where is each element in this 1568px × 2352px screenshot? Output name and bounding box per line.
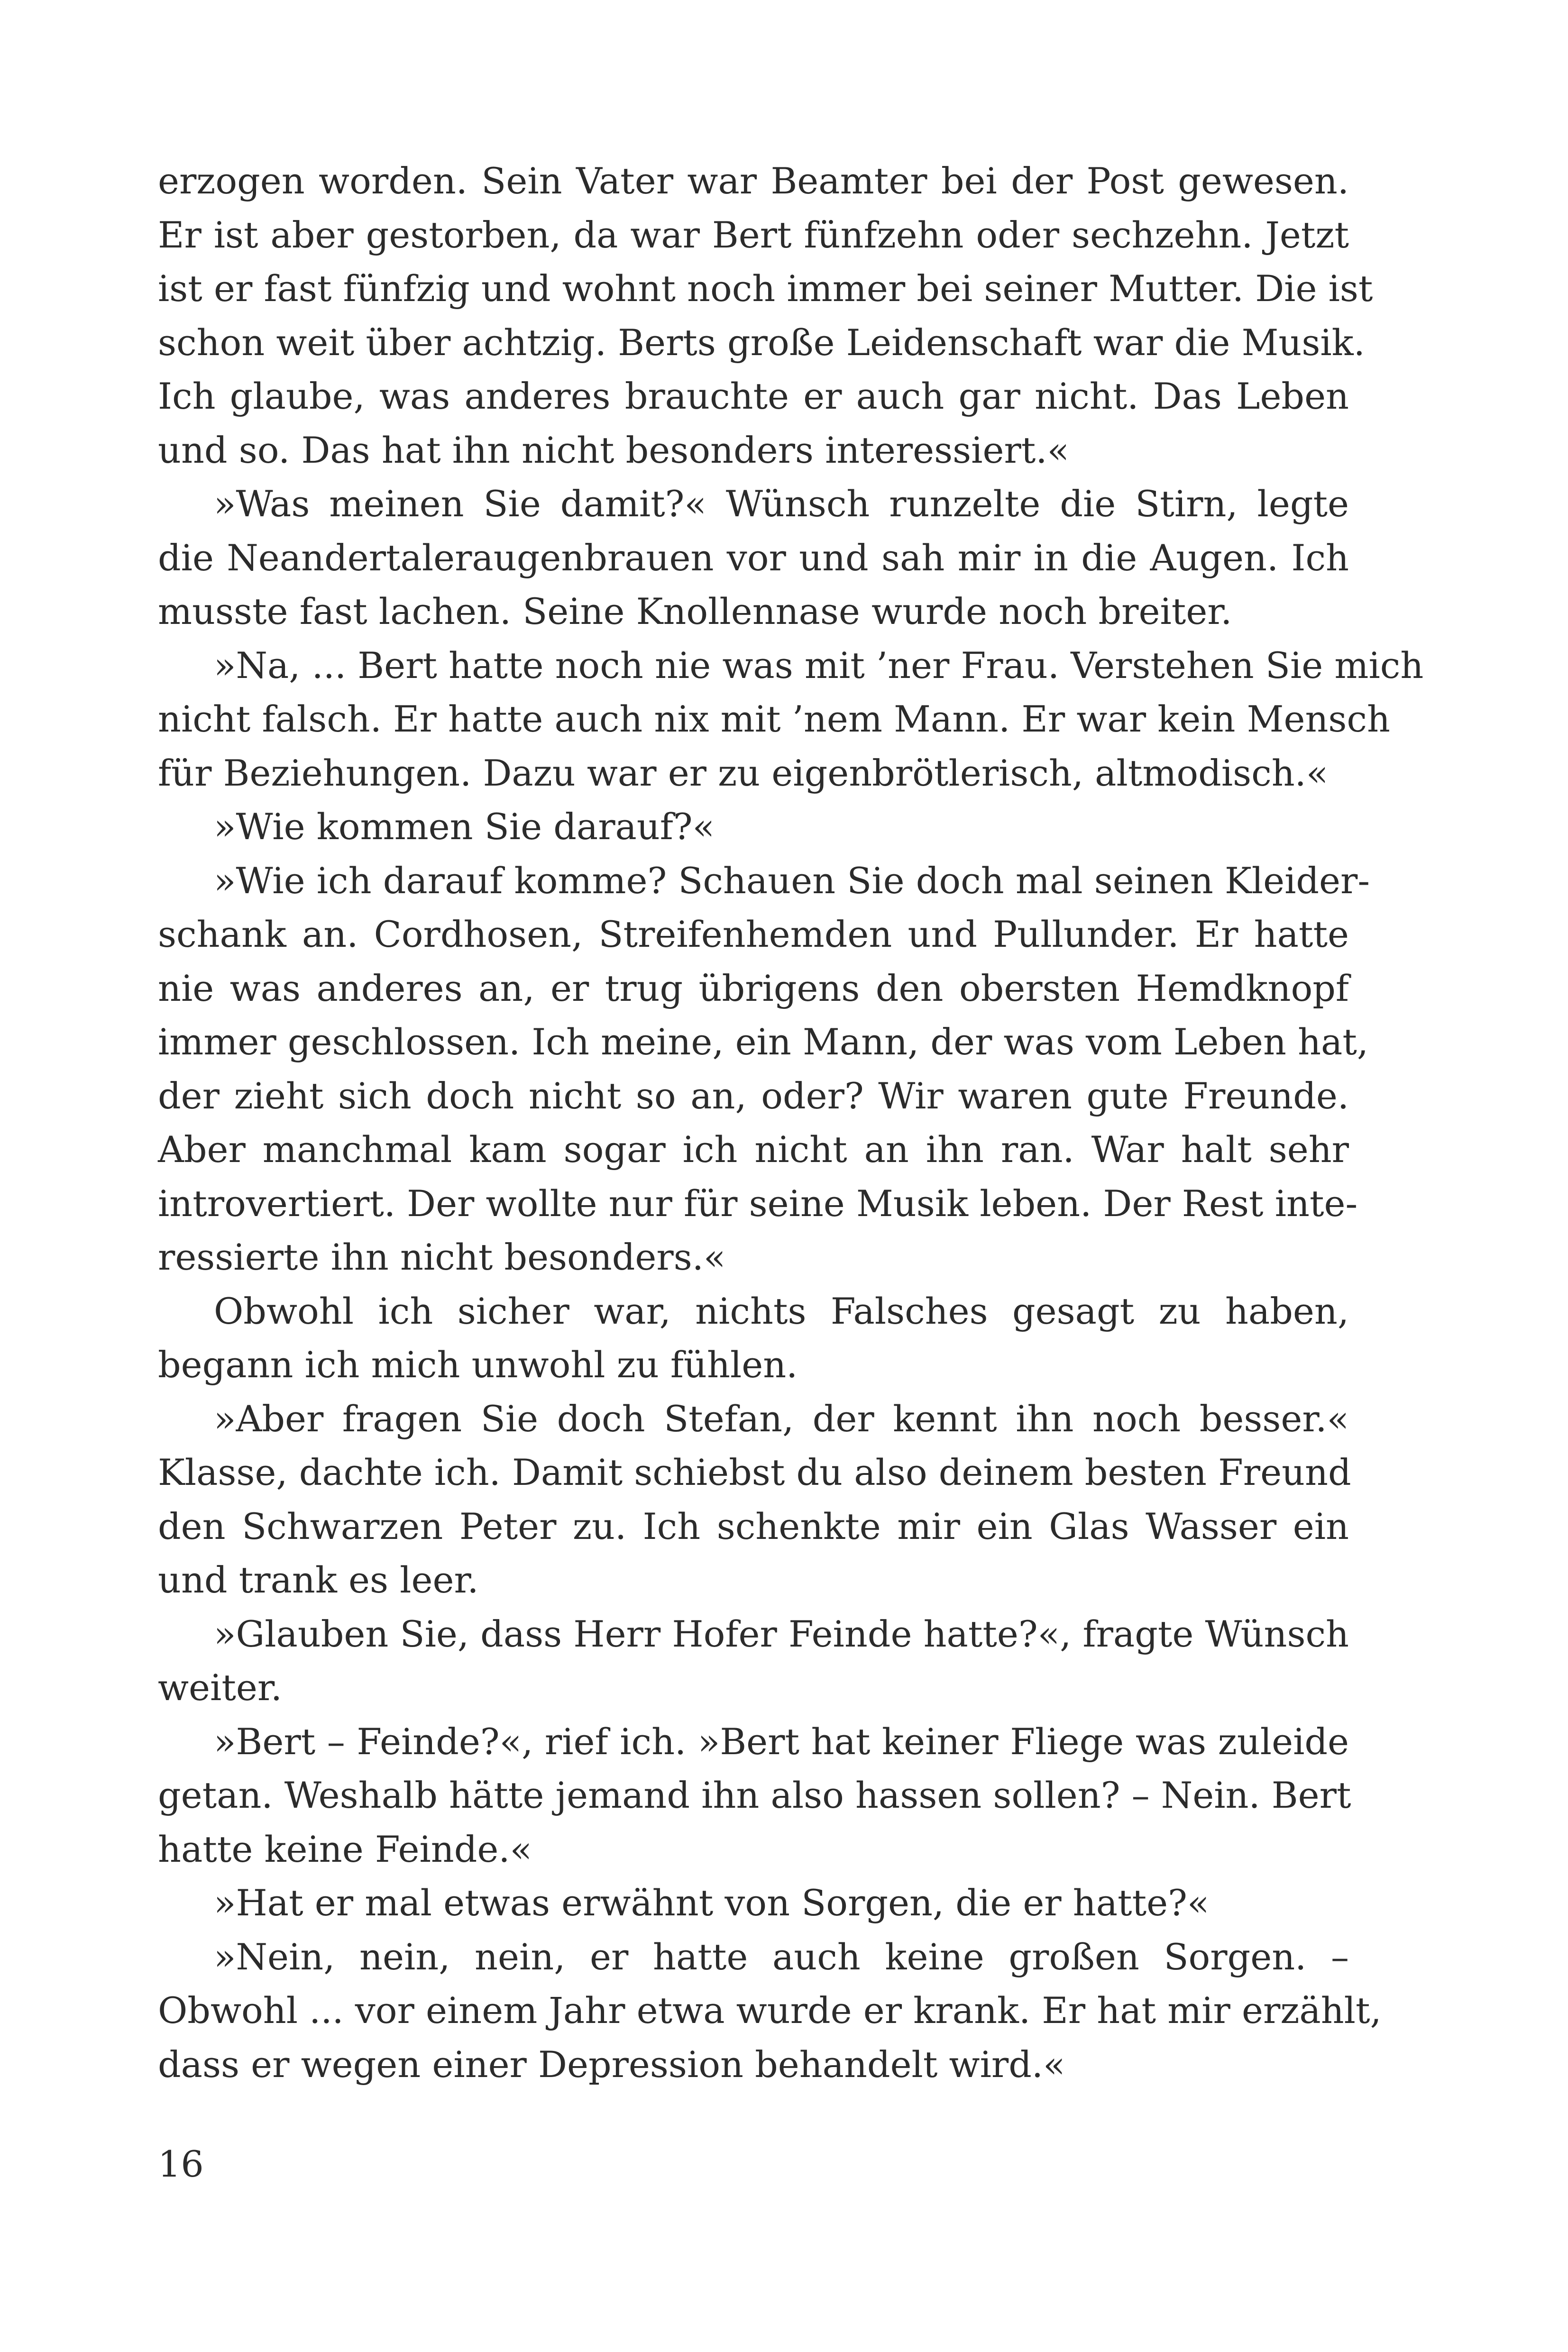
text-line: »Nein, nein, nein, er hatte auch keine großen Sorgen. – <box>214 1935 1349 1978</box>
text-line: »Hat er mal etwas erwähnt von Sorgen, die er hatte?« <box>214 1882 1210 1924</box>
text-line: »Na, ... Bert hatte noch nie was mit ’ner Frau. Verstehen Sie mich <box>214 644 1424 686</box>
text-line: schon weit über achtzig. Berts große Leidenschaft war die Musik. <box>158 321 1365 364</box>
text-line: und trank es leer. <box>158 1559 479 1601</box>
text-line: Obwohl ich sicher war, nichts Falsches gesagt zu haben, <box>214 1290 1349 1332</box>
text-line: hatte keine Feinde.« <box>158 1828 532 1870</box>
body-text <box>158 154 1424 2091</box>
text-line: Aber manchmal kam sogar ich nicht an ihn ran. War halt sehr <box>158 1128 1349 1171</box>
text-line: dass er wegen einer Depression behandelt wird.« <box>158 2043 1065 2086</box>
text-line: getan. Weshalb hätte jemand ihn also hassen sollen? – Nein. Bert <box>158 1774 1351 1816</box>
text-line: begann ich mich unwohl zu fühlen. <box>158 1344 798 1386</box>
text-line: ist er fast fünfzig und wohnt noch immer bei seiner Mutter. Die ist <box>158 267 1373 310</box>
text-line: introvertiert. Der wollte nur für seine Musik leben. Der Rest inte- <box>158 1182 1358 1225</box>
text-line: »Was meinen Sie damit?« Wünsch runzelte die Stirn, legte <box>214 483 1349 525</box>
text-line: nicht falsch. Er hatte auch nix mit ’nem Mann. Er war kein Mensch <box>158 698 1390 740</box>
text-line: schank an. Cordhosen, Streifenhemden und Pullunder. Er hatte <box>158 913 1349 955</box>
text-line: für Beziehungen. Dazu war er zu eigenbrötlerisch, altmodisch.« <box>158 751 1329 794</box>
page-number: 16 <box>158 2143 204 2185</box>
text-line: Obwohl ... vor einem Jahr etwa wurde er krank. Er hat mir erzählt, <box>158 1989 1382 2032</box>
text-line: »Wie ich darauf komme? Schauen Sie doch mal seinen Kleider- <box>214 859 1370 902</box>
text-line: den Schwarzen Peter zu. Ich schenkte mir ein Glas Wasser ein <box>158 1505 1349 1547</box>
text-line: ressierte ihn nicht besonders.« <box>158 1236 726 1278</box>
text-line: erzogen worden. Sein Vater war Beamter bei der Post gewesen. <box>158 160 1349 202</box>
text-line: Ich glaube, was anderes brauchte er auch gar nicht. Das Leben <box>158 375 1349 417</box>
text-line: »Glauben Sie, dass Herr Hofer Feinde hatte?«, fragte Wünsch <box>214 1612 1349 1655</box>
text-line: und so. Das hat ihn nicht besonders interessiert.« <box>158 429 1069 471</box>
text-line: Er ist aber gestorben, da war Bert fünfzehn oder sechzehn. Jetzt <box>158 213 1349 256</box>
text-line: der zieht sich doch nicht so an, oder? Wir waren gute Freunde. <box>158 1074 1349 1117</box>
text-line: Klasse, dachte ich. Damit schiebst du also deinem besten Freund <box>158 1451 1351 1493</box>
text-line: weiter. <box>158 1666 282 1709</box>
text-line: musste fast lachen. Seine Knollennase wurde noch breiter. <box>158 590 1232 632</box>
text-line: die Neandertaleraugenbrauen vor und sah mir in die Augen. Ich <box>158 536 1349 579</box>
text-line: immer geschlossen. Ich meine, ein Mann, der was vom Leben hat, <box>158 1021 1369 1063</box>
text-line: »Bert – Feinde?«, rief ich. »Bert hat keiner Fliege was zuleide <box>214 1720 1349 1763</box>
text-line: nie was anderes an, er trug übrigens den obersten Hemdknopf <box>158 967 1349 1009</box>
text-line: »Wie kommen Sie darauf?« <box>214 805 715 848</box>
text-line: »Aber fragen Sie doch Stefan, der kennt ihn noch besser.« <box>214 1397 1349 1440</box>
